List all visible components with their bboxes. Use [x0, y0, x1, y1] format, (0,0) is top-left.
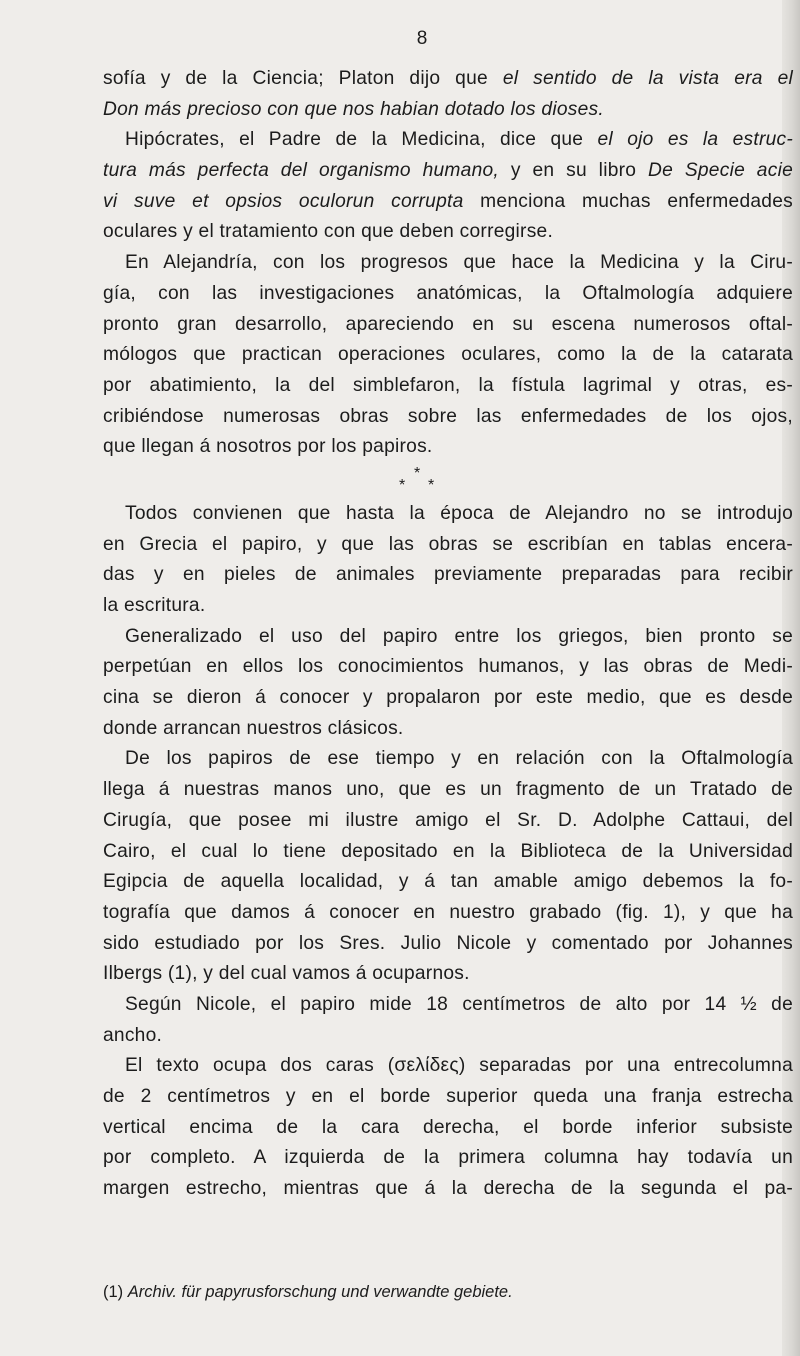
- text-run: tografía que damos á conocer en nuestro grabado (fig. 1), y que ha: [103, 901, 793, 923]
- text-line: [103, 499, 793, 530]
- asterisk-left: *: [399, 476, 406, 494]
- text-line: [103, 64, 793, 95]
- text-line: [103, 217, 793, 248]
- text-line: [103, 652, 793, 683]
- text-run: ancho.: [103, 1024, 163, 1046]
- text-run: perpetúan en ellos los conocimientos humanos, y las obras de Medi-: [103, 656, 793, 678]
- text-line: [103, 1143, 793, 1174]
- paragraph-3: [103, 248, 793, 463]
- text-line: [103, 929, 793, 960]
- text-run: Ilbergs (1), y del cual vamos á ocuparnos.: [103, 963, 470, 985]
- text-run: das y en pieles de animales previamente preparadas para recibir: [103, 564, 793, 586]
- text-run: en Grecia el papiro, y que las obras se escribían en tablas encera-: [103, 533, 793, 555]
- text-run: De los papiros de ese tiempo y en relación con la Oftalmología: [125, 748, 793, 770]
- text-line: [103, 310, 793, 341]
- text-line: [103, 683, 793, 714]
- text-line: [103, 402, 793, 433]
- text-line: [103, 560, 793, 591]
- paragraph-7: [103, 990, 793, 1051]
- text-run: Hipócrates, el Padre de la Medicina, dice que: [125, 129, 598, 151]
- paragraph-8: [103, 1051, 793, 1204]
- paragraph-1: [103, 64, 793, 125]
- text-run: por completo. A izquierda de la primera columna hay todavía un: [103, 1147, 793, 1169]
- text-line: [103, 1051, 793, 1082]
- text-line: [103, 775, 793, 806]
- text-line: [103, 432, 793, 463]
- italic-text: el ojo es la estruc-: [597, 129, 794, 151]
- text-run: que llegan á nosotros por los papiros.: [103, 436, 433, 458]
- text-line: [103, 530, 793, 561]
- text-run: Cairo, el cual lo tiene depositado en la Biblioteca de la Universidad: [103, 840, 793, 862]
- asterisk-top: *: [414, 464, 421, 482]
- text-run: En Alejandría, con los progresos que hace la Medicina y la Ciru-: [125, 252, 793, 274]
- italic-text: el sentido de la vista era el: [502, 68, 793, 89]
- text-line: [103, 1021, 793, 1052]
- text-line: [103, 187, 793, 218]
- text-line: [103, 248, 793, 279]
- text-line: [103, 714, 793, 745]
- paragraph-2: [103, 125, 793, 248]
- footnote-marker: (1): [103, 1283, 124, 1301]
- text-run: de 2 centímetros y en el borde superior queda una franja estrecha: [103, 1086, 793, 1107]
- text-run: la escritura.: [103, 595, 206, 616]
- text-run: Cirugía, que posee mi ilustre amigo el Sr. D. Adolphe Cattaui, del: [103, 809, 793, 831]
- asterism: [103, 463, 793, 493]
- paragraph-5: [103, 622, 793, 745]
- text-run: por abatimiento, la del simblefaron, la fístula lagrimal y otras, es-: [103, 374, 793, 396]
- italic-text: De Specie acie: [648, 160, 793, 182]
- text-run: menciona muchas enfermedades: [463, 190, 793, 212]
- text-run: margen estrecho, mientras que á la derecha de la segunda el pa-: [103, 1178, 793, 1200]
- text-run: Egipcia de aquella localidad, y á tan amable amigo debemos la fo-: [103, 871, 793, 893]
- text-run: sofía y de la Ciencia; Platon dijo que: [103, 68, 503, 89]
- italic-text: vi suve et opsios oculorun corrupta: [103, 190, 464, 212]
- text-line: [103, 125, 793, 156]
- text-line: [103, 279, 793, 310]
- text-run: El texto ocupa dos caras (σελίδες) separadas por una entrecolumna: [125, 1055, 793, 1077]
- text-line: [103, 340, 793, 371]
- italic-text: Don más precioso con que nos habian dotado los dioses.: [103, 98, 604, 120]
- text-run: sido estudiado por los Sres. Julio Nicole y comentado por Johannes: [103, 932, 793, 954]
- text-line: [103, 95, 793, 126]
- text-run: mólogos que practican operaciones oculares, como la de la catarata: [103, 344, 793, 366]
- asterisk-right: *: [428, 476, 435, 494]
- text-line: [103, 744, 793, 775]
- text-run: oculares y el tratamiento con que deben corregirse.: [103, 221, 554, 243]
- paragraph-4: [103, 499, 793, 622]
- italic-text: tura más perfecta del organismo humano,: [103, 160, 500, 182]
- text-line: [103, 837, 793, 868]
- text-run: cina se dieron á conocer y propalaron por este medio, que es desde: [103, 687, 793, 709]
- paragraph-6: [103, 744, 793, 990]
- text-line: [103, 867, 793, 898]
- text-line: [103, 898, 793, 929]
- text-run: cribiéndose numerosas obras sobre las enfermedades de los ojos,: [103, 405, 793, 427]
- page-number: 8: [416, 28, 428, 49]
- text-run: llega á nuestras manos uno, que es un fragmento de un Tratado de: [103, 779, 793, 801]
- text-line: [103, 622, 793, 653]
- text-run: pronto gran desarrollo, apareciendo en su escena numerosos oftal-: [103, 313, 793, 335]
- text-line: [103, 1174, 793, 1205]
- text-line: [103, 156, 793, 187]
- text-line: [103, 591, 793, 622]
- text-line: [103, 959, 793, 990]
- footnote-text: Archiv. für papyrusforschung und verwandte gebiete.: [127, 1283, 513, 1301]
- text-run: gía, con las investigaciones anatómicas, la Oftalmología adquiere: [103, 282, 793, 304]
- text-line: [103, 806, 793, 837]
- text-run: vertical encima de la cara derecha, el borde inferior subsiste: [103, 1116, 793, 1138]
- text-run: y en su libro: [499, 160, 648, 182]
- text-line: [103, 990, 793, 1021]
- text-run: Todos convienen que hasta la época de Alejandro no se introdujo: [125, 502, 793, 524]
- text-line: [103, 1082, 793, 1113]
- text-run: Según Nicole, el papiro mide 18 centímetros de alto por 14 ½ de: [125, 993, 793, 1015]
- body-text: [103, 64, 793, 1205]
- text-line: [103, 1113, 793, 1144]
- text-line: [103, 371, 793, 402]
- text-run: Generalizado el uso del papiro entre los griegos, bien pronto se: [125, 625, 793, 647]
- footnote: [103, 1283, 513, 1302]
- text-run: donde arrancan nuestros clásicos.: [103, 717, 404, 739]
